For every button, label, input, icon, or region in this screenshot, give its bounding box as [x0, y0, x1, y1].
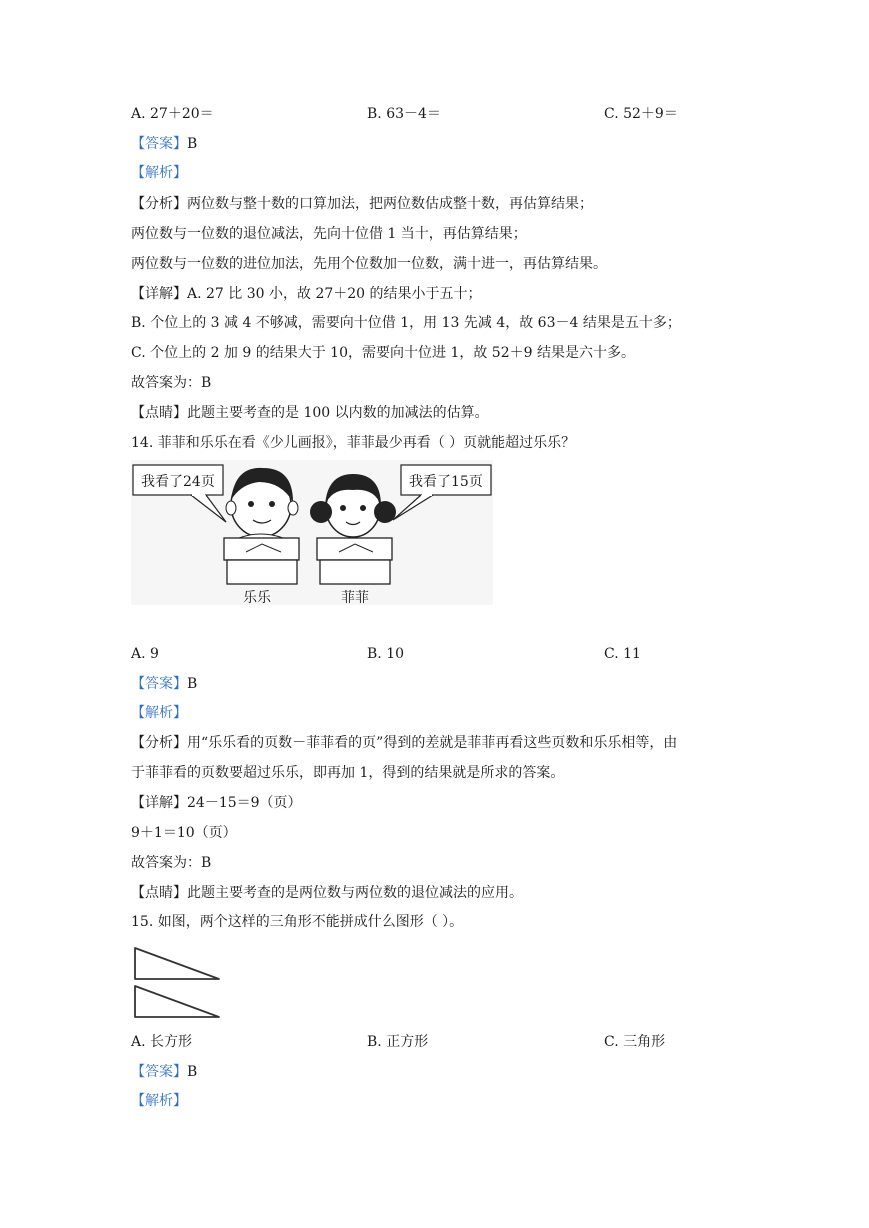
bubble-left-text: 我看了24页: [141, 474, 215, 490]
q15-question: 15. 如图，两个这样的三角形不能拼成什么图形（ ）。: [131, 914, 464, 930]
q15-answer: 【答案】B: [131, 1064, 198, 1080]
q14-option-c: C. 11: [604, 646, 641, 662]
q13-fenxi-1: 【分析】两位数与整十数的口算加法，把两位数估成整十数，再估算结果；: [131, 196, 593, 212]
q13-fenxi-2: 两位数与一位数的退位减法，先向十位借 1 当十，再估算结果；: [131, 226, 527, 242]
q15-option-c: C. 三角形: [604, 1034, 666, 1050]
q13-answer: 【答案】B: [131, 136, 198, 152]
q14-final: 故答案为：B: [131, 855, 212, 871]
q14-xiangjie-2: 9＋1＝10（页）: [131, 825, 237, 841]
q15-option-b: B. 正方形: [367, 1034, 429, 1050]
q14-answer: 【答案】B: [131, 676, 198, 692]
q14-fenxi-2: 于菲菲看的页数要超过乐乐，即再加 1，得到的结果就是所求的答案。: [131, 765, 565, 781]
two-right-triangles: [131, 944, 223, 1020]
q14-fenxi-1: 【分析】用“乐乐看的页数－菲菲看的页”得到的差就是菲菲再看这些页数和乐乐相等，由: [131, 735, 678, 751]
name-feifei: 菲菲: [341, 590, 369, 606]
q13-xiangjie-3: C. 个位上的 2 加 9 的结果大于 10，需要向十位进 1，故 52＋9 结果是六十多。: [131, 345, 635, 361]
q13-dianjing: 【点睛】此题主要考查的是 100 以内数的加减法的估算。: [131, 405, 489, 421]
q13-xiangjie-2: B. 个位上的 3 减 4 不够减，需要向十位借 1，用 13 先减 4，故 63－4 结果是五十多；: [131, 315, 681, 331]
q14-dianjing: 【点睛】此题主要考查的是两位数与两位数的退位减法的应用。: [131, 885, 523, 901]
q13-fenxi-3: 两位数与一位数的进位加法，先用个位数加一位数，满十进一，再估算结果。: [131, 256, 607, 272]
q15-analysis-heading: 【解析】: [131, 1093, 187, 1109]
q15-triangles-figure: [131, 944, 223, 1020]
q13-option-a: A. 27＋20＝: [131, 106, 214, 122]
q13-option-b: B. 63－4＝: [367, 106, 441, 122]
q14-question: 14. 菲菲和乐乐在看《少儿画报》，菲菲最少再看（ ）页就能超过乐乐？: [131, 435, 576, 451]
q13-xiangjie-1: 【详解】A. 27 比 30 小，故 27＋20 的结果小于五十；: [131, 286, 482, 302]
q13-final: 故答案为：B: [131, 375, 212, 391]
q14-option-a: A. 9: [131, 646, 159, 662]
q14-analysis-heading: 【解析】: [131, 705, 187, 721]
q14-illustration: [131, 460, 493, 605]
bubble-right-text: 我看了15页: [409, 474, 483, 490]
name-lele: 乐乐: [243, 590, 271, 606]
q14-xiangjie-1: 【详解】24－15＝9（页）: [131, 795, 302, 811]
q15-option-a: A. 长方形: [131, 1034, 193, 1050]
q13-option-c: C. 52＋9＝: [604, 106, 678, 122]
q13-analysis-heading: 【解析】: [131, 165, 187, 181]
q14-option-b: B. 10: [367, 646, 405, 662]
